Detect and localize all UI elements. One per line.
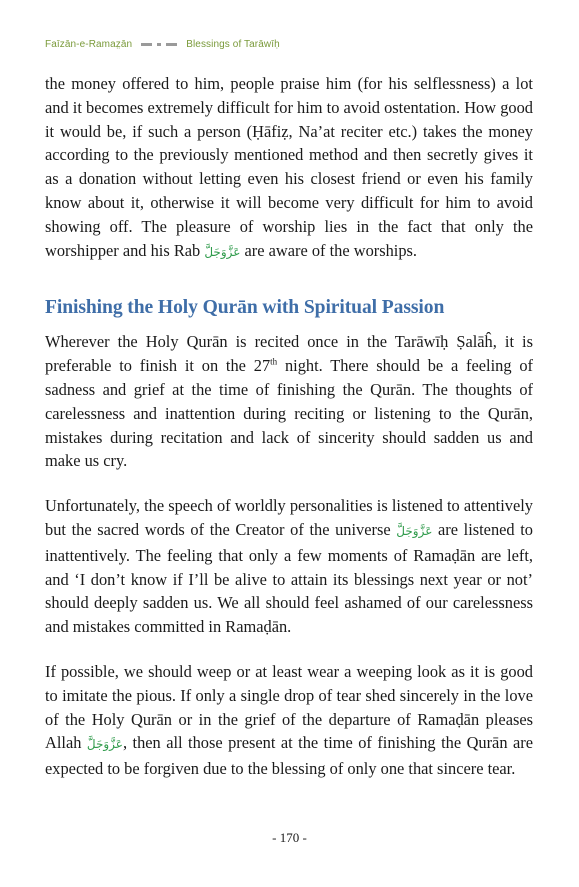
paragraph-text: are aware of the worships. [240, 240, 418, 260]
paragraph-text: Wherever the Holy Qurān is recited once in the Tarāwīḥ Ṣalāĥ, it is preferable to finish it on the 27 [45, 332, 533, 376]
arabic-honorific: عَزَّوَجَلَّ [204, 244, 241, 259]
paragraph-text: , then all those present at the time of finishing the Qurān are expected to be forgiven due to the blessing of only one that sincere tear. [45, 733, 533, 779]
separator-dot [157, 43, 161, 46]
arabic-honorific: عَزَّوَجَلَّ [396, 523, 433, 538]
arabic-honorific: عَزَّوَجَلَّ [86, 737, 123, 752]
separator-dash [166, 43, 177, 46]
paragraph-text: Unfortunately, the speech of worldly personalities is listened to attentively but the sacred words of the Creator of the universe [45, 496, 533, 539]
header-separator [141, 43, 177, 46]
paragraph-4 [45, 660, 533, 781]
chapter-title: Blessings of Tarāwīḥ [186, 39, 280, 50]
page-number: - 170 - [272, 830, 307, 845]
book-title: Faīzān-e-Ramaz̤ān [45, 39, 133, 50]
paragraph-3 [45, 494, 533, 639]
paragraph-text: the money offered to him, people praise him (for his selflessness) a lot and it becomes extremely difficult for him to avoid ostentation. How good it would be, if such a person (Ḥāfiẓ, Na’at reciter etc.) takes the money according to the previously mentioned method and then secretly gives it as a donation without letting even his closest friend or even his family know about it, otherwise it will become very difficult for him to avoid showing off. The pleasure of worship lies in the fact that only the worshipper and his Rab [45, 74, 533, 260]
section-heading: Finishing the Holy Qurān with Spiritual Passion [45, 297, 445, 319]
paragraph-1 [45, 72, 533, 264]
ordinal-suffix: th [270, 356, 278, 367]
paragraph-text: night. There should be a feeling of sadness and grief at the time of finishing the Qurān. The thoughts of carelessness and inattention during reciting or listening to the Qurān, mistakes during recitation and lack of sincerity should sadden us and make us cry. [45, 356, 533, 471]
paragraph-2 [45, 330, 533, 473]
paragraph-text: are listened to inattentively. The feeling that only a few moments of Ramaḍān are left, and ‘I don’t know if I’ll be alive to attain its blessings next year or not’ should deeply sadden us. We all should feel ashamed of our carelessness and mistakes committed in Ramaḍān. [45, 519, 533, 637]
separator-dash [141, 43, 152, 46]
paragraph-text: If possible, we should weep or at least wear a weeping look as it is good to imitate the pious. If only a single drop of tear shed sincerely in the love of the Holy Qurān or in the grief of the departure of Ramaḍān pleases Allah [45, 661, 533, 753]
running-header [45, 39, 280, 50]
page-content [45, 72, 533, 781]
